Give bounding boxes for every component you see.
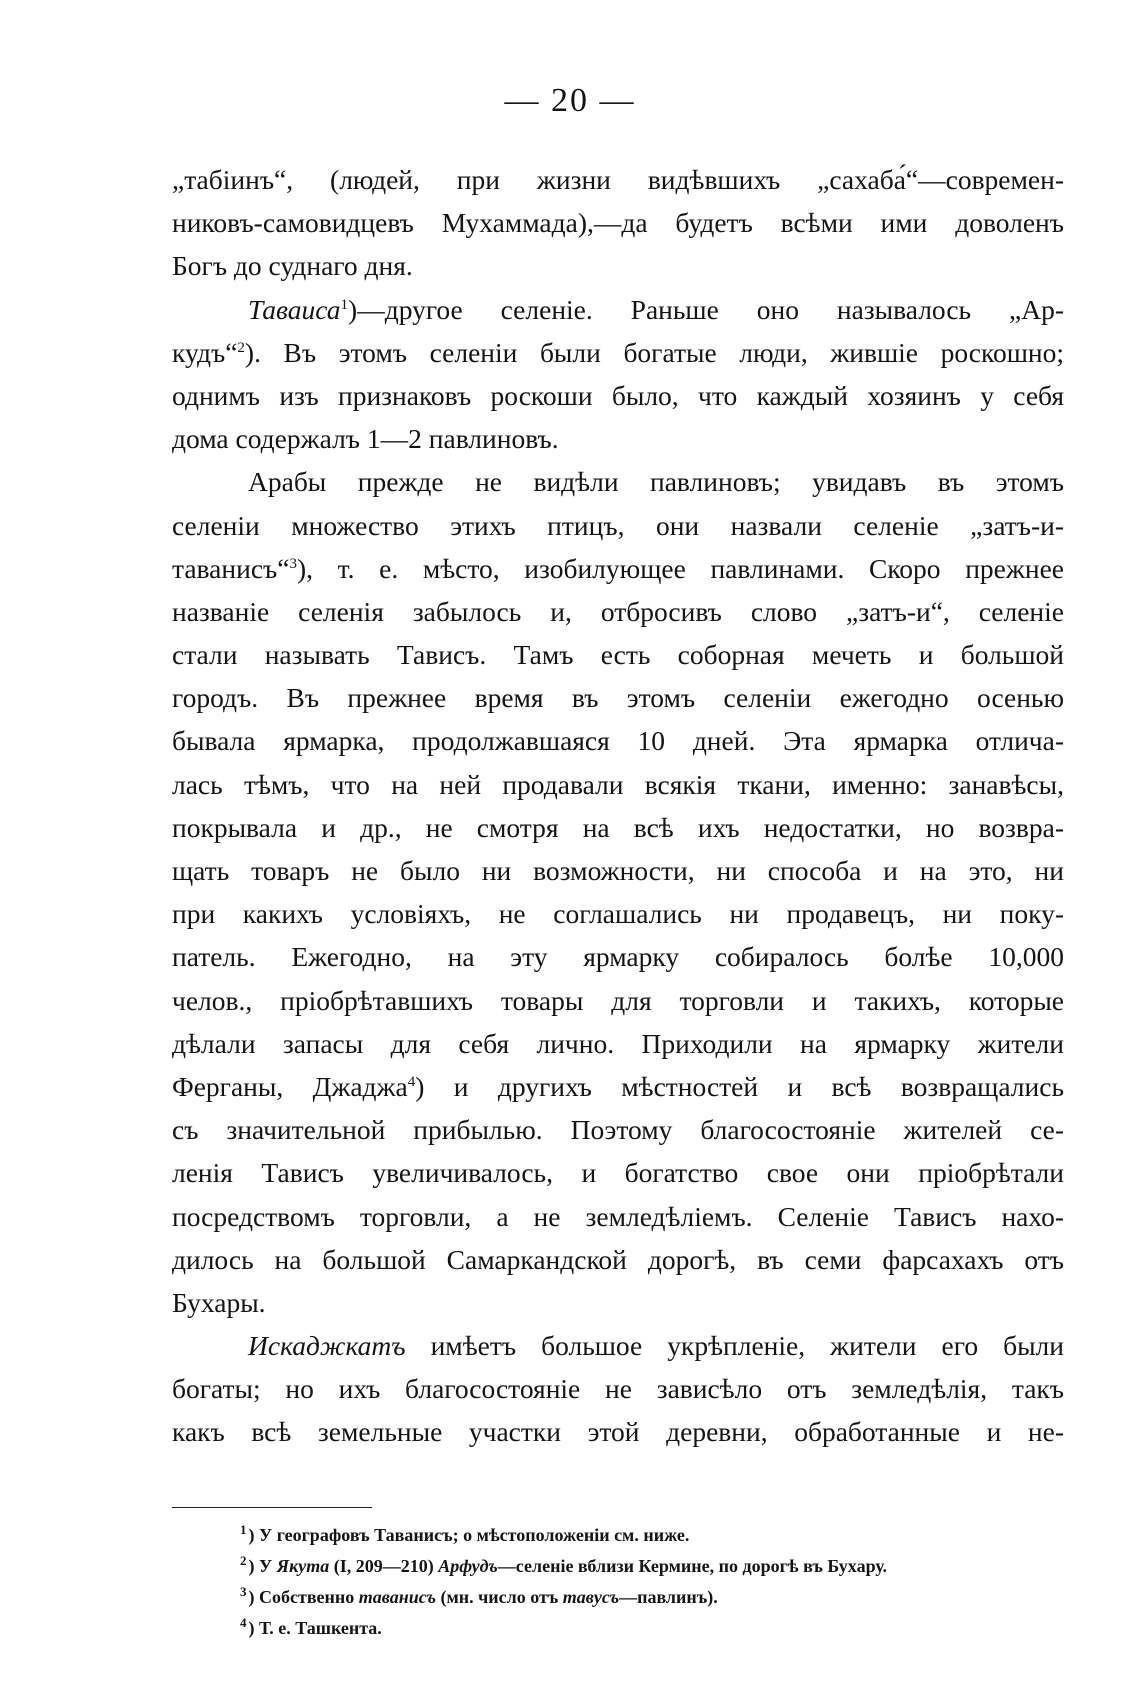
footnote-text: ) У (248, 1556, 277, 1576)
text-line: Бухары. (172, 1286, 266, 1318)
place-name-tavaisa: Таваиса (248, 293, 341, 325)
text-segment: таванисъ“ (172, 552, 290, 584)
footnote-ref-1: 1 (340, 296, 349, 313)
footnote-4 (240, 1613, 1070, 1644)
paragraph-4 (172, 1324, 1064, 1454)
footnote-mark: 4 (240, 1615, 247, 1630)
footnote-mark: 2 (240, 1553, 247, 1568)
text-line (172, 1065, 1064, 1108)
text-line: патель. Ежегодно, на эту ярмарку собиралось болѣе 10,000 (172, 941, 1064, 973)
place-name-iskadzhkat: Искаджкатъ (248, 1330, 406, 1362)
text-segment: Ферганы, Джаджа (172, 1070, 408, 1102)
text-line: богаты; но ихъ благосостояніе не зависѣло отъ земледѣлія, такъ (172, 1373, 1064, 1405)
footnote-text: ) Собственно (248, 1587, 359, 1607)
footnote-ref-4: 4 (407, 1073, 416, 1090)
page-number: — 20 — (504, 82, 636, 119)
text-line: ленія Тависъ увеличивалось, и богатство свое они пріобрѣтали (172, 1157, 1064, 1189)
text-segment: ). Въ этомъ селеніи были богатые люди, жившіе роскошно; (244, 336, 1064, 368)
text-segment: )—другое селеніе. Раньше оно называлось „Ар- (348, 293, 1064, 325)
footnote-text: ) Т. е. Ташкента. (248, 1618, 382, 1638)
text-line: дома содержалъ 1—2 павлиновъ. (172, 423, 559, 455)
text-line: съ значительной прибылью. Поэтому благосостояніе жителей се- (172, 1114, 1064, 1146)
text-line (172, 288, 1064, 331)
footnote-ref-2: 2 (237, 339, 245, 356)
text-segment: ) и другихъ мѣстностей и всѣ возвращались (415, 1070, 1064, 1102)
text-line: названіе селенія забылось и, отбросивъ слово „затъ-и“, селеніе (172, 595, 1064, 627)
text-line: покрывала и др., не смотря на всѣ ихъ недостатки, но возвра- (172, 811, 1064, 843)
footnote-ref-3: 3 (289, 555, 297, 572)
footnote-italic: Арфудъ (438, 1556, 498, 1576)
footnote-text: (I, 209—210) (329, 1556, 439, 1576)
footnote-text: —селеніе вблизи Кермине, по дорогѣ въ Бухару. (497, 1556, 888, 1576)
text-line: городъ. Въ прежнее время въ этомъ селеніи ежегодно осенью (172, 682, 1064, 714)
footnote-mark: 1 (240, 1522, 247, 1537)
text-line: челов., пріобрѣтавшихъ товары для торговли и такихъ, которые (172, 984, 1064, 1016)
text-segment: кудъ“ (172, 336, 238, 368)
paragraph-2 (172, 288, 1064, 461)
text-segment: ), т. е. мѣсто, изобилующее павлинами. Скоро прежнее (296, 552, 1064, 584)
paragraph-3 (172, 460, 1064, 1324)
text-line: Арабы прежде не видѣли павлиновъ; увидавъ въ этомъ (248, 466, 1064, 498)
footnote-2 (240, 1551, 1070, 1582)
text-line: никовъ-самовидцевъ Мухаммада),—да будетъ всѣми ими доволенъ (172, 207, 1064, 239)
text-segment: имѣетъ большое укрѣпленіе, жители его были (405, 1330, 1064, 1362)
footnote-mark: 3 (240, 1584, 247, 1599)
text-line: бывала ярмарка, продолжавшаяся 10 дней. Эта ярмарка отлича- (172, 725, 1064, 757)
text-line: „табіинъ“, (людей, при жизни видѣвшихъ „сахаба́“—современ- (172, 164, 1064, 195)
text-line: дилось на большой Самаркандской дорогѣ, въ семи фарсахахъ отъ (172, 1243, 1064, 1275)
text-line (172, 547, 1064, 590)
footnote-3 (240, 1582, 1070, 1613)
text-line: лась тѣмъ, что на ней продавали всякія ткани, именно: занавѣсы, (172, 768, 1064, 800)
text-line: однимъ изъ признаковъ роскоши было, что каждый хозяинъ у себя (172, 379, 1064, 411)
text-line: щать товаръ не было ни возможности, ни способа и на это, ни (172, 855, 1064, 886)
text-line: Богъ до суднаго дня. (172, 250, 413, 282)
text-line: какъ всѣ земельные участки этой деревни, обработанные и не- (172, 1416, 1064, 1448)
footnote-italic: Якута (276, 1556, 330, 1576)
footnotes (240, 1520, 1070, 1644)
footnote-text: (мн. число отъ (435, 1587, 563, 1607)
text-line (172, 1324, 1064, 1367)
text-line: стали называть Тависъ. Тамъ есть соборная мечеть и большой (172, 639, 1064, 671)
footnote-1 (240, 1520, 1070, 1551)
footnote-text: —павлинъ). (619, 1587, 718, 1607)
footnote-italic: тавусъ (562, 1587, 620, 1607)
body-text (172, 158, 1064, 1454)
paragraph-1 (172, 158, 1064, 288)
text-line: дѣлали запасы для себя лично. Приходили на ярмарку жители (172, 1027, 1064, 1059)
footnote-separator (172, 1507, 372, 1508)
footnote-italic: таванисъ (358, 1587, 436, 1607)
footnote-text: ) У географовъ Таванисъ; о мѣстоположеніи см. ниже. (248, 1525, 690, 1545)
text-line: селеніи множество этихъ птицъ, они назвали селеніе „затъ-и- (172, 509, 1064, 541)
text-line: посредствомъ торговли, а не земледѣліемъ. Селеніе Тависъ нахо- (172, 1200, 1064, 1232)
text-line (172, 331, 1064, 374)
text-line: при какихъ условіяхъ, не соглашались ни продавецъ, ни поку- (172, 898, 1064, 930)
